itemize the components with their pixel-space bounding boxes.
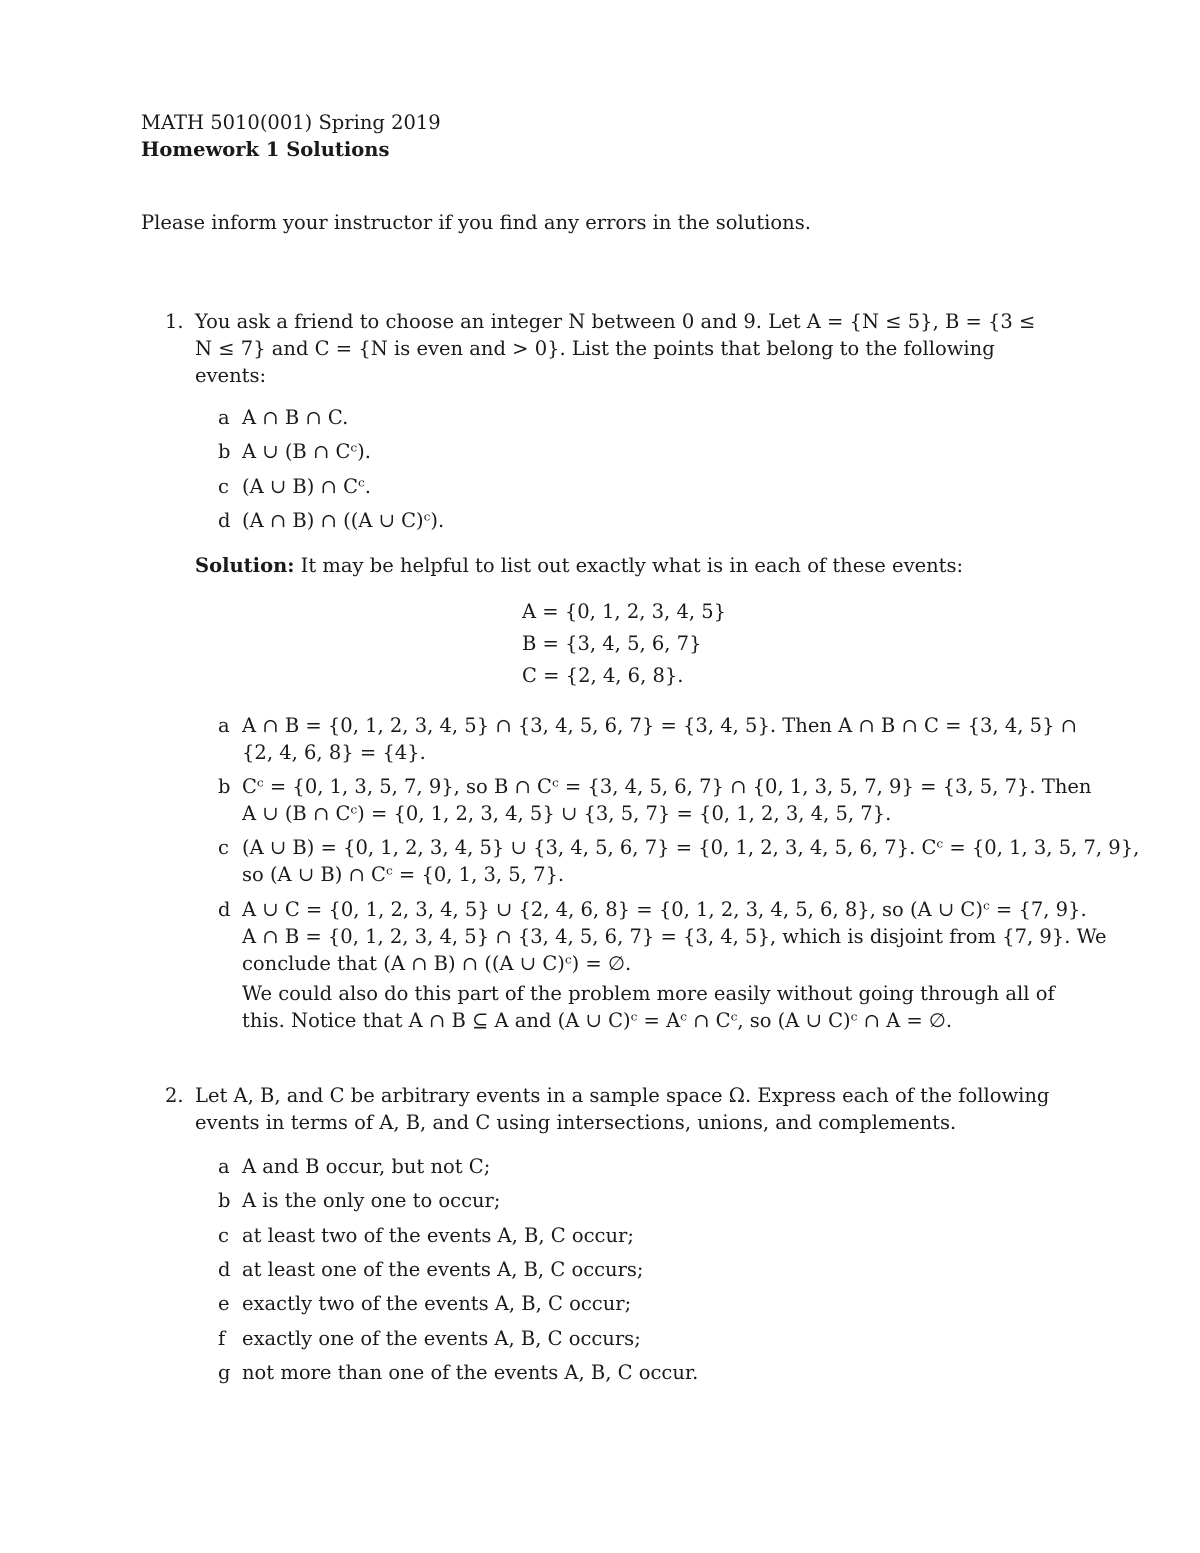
part-label: b xyxy=(218,1189,231,1212)
part-label: f xyxy=(218,1327,226,1350)
part-label: d xyxy=(218,1258,231,1281)
part-label: a xyxy=(218,406,230,429)
errata-note: Please inform your instructor if you find any errors in the solutions. xyxy=(141,211,811,234)
part-text: exactly two of the events A, B, C occur; xyxy=(242,1292,632,1315)
answer-label: a xyxy=(218,714,230,737)
course-header: MATH 5010(001) Spring 2019 xyxy=(141,111,441,134)
set-definition: A = {0, 1, 2, 3, 4, 5} xyxy=(522,600,727,623)
answer-label: b xyxy=(218,775,231,798)
answer-line: A ∪ C = {0, 1, 2, 3, 4, 5} ∪ {2, 4, 6, 8} = {0, 1, 2, 3, 4, 5, 6, 8}, so (A ∪ C)ᶜ = {7, 9}. xyxy=(242,898,1087,921)
problem-2-statement-line: Let A, B, and C be arbitrary events in a sample space Ω. Express each of the following xyxy=(195,1084,1050,1107)
set-definition: C = {2, 4, 6, 8}. xyxy=(522,664,684,687)
solution-intro xyxy=(195,552,963,579)
part-label: e xyxy=(218,1292,230,1315)
solution-intro-text: It may be helpful to list out exactly what is in each of these events: xyxy=(294,554,964,577)
part-text: at least two of the events A, B, C occur; xyxy=(242,1224,634,1247)
answer-label: c xyxy=(218,836,229,859)
part-text: at least one of the events A, B, C occurs; xyxy=(242,1258,644,1281)
answer-line: conclude that (A ∩ B) ∩ ((A ∪ C)ᶜ) = ∅. xyxy=(242,952,632,975)
answer-line: A ∩ B = {0, 1, 2, 3, 4, 5} ∩ {3, 4, 5, 6, 7} = {3, 4, 5}, which is disjoint from {7, 9}. We xyxy=(242,925,1107,948)
set-definition: B = {3, 4, 5, 6, 7} xyxy=(522,632,702,655)
answer-line: this. Notice that A ∩ B ⊆ A and (A ∪ C)ᶜ = Aᶜ ∩ Cᶜ, so (A ∪ C)ᶜ ∩ A = ∅. xyxy=(242,1009,953,1032)
part-text: (A ∩ B) ∩ ((A ∪ C)ᶜ). xyxy=(242,509,445,532)
answer-line: {2, 4, 6, 8} = {4}. xyxy=(242,741,426,764)
part-text: A and B occur, but not C; xyxy=(242,1155,491,1178)
problem-1-statement-line: You ask a friend to choose an integer N between 0 and 9. Let A = {N ≤ 5}, B = {3 ≤ xyxy=(195,310,1036,333)
problem-1-number: 1. xyxy=(165,310,184,333)
part-label: d xyxy=(218,509,231,532)
answer-line: A ∪ (B ∩ Cᶜ) = {0, 1, 2, 3, 4, 5} ∪ {3, 5, 7} = {0, 1, 2, 3, 4, 5, 7}. xyxy=(242,802,892,825)
part-label: g xyxy=(218,1361,231,1384)
answer-label: d xyxy=(218,898,231,921)
solution-label: Solution: xyxy=(195,554,295,577)
problem-1-statement-line: events: xyxy=(195,364,267,387)
document-title: Homework 1 Solutions xyxy=(141,138,390,161)
problem-2-number: 2. xyxy=(165,1084,184,1107)
answer-line: Cᶜ = {0, 1, 3, 5, 7, 9}, so B ∩ Cᶜ = {3, 4, 5, 6, 7} ∩ {0, 1, 3, 5, 7, 9} = {3, 5, 7}. Then xyxy=(242,775,1092,798)
answer-line: A ∩ B = {0, 1, 2, 3, 4, 5} ∩ {3, 4, 5, 6, 7} = {3, 4, 5}. Then A ∩ B ∩ C = {3, 4, 5} ∩ xyxy=(242,714,1078,737)
part-text: exactly one of the events A, B, C occurs; xyxy=(242,1327,641,1350)
part-text: not more than one of the events A, B, C occur. xyxy=(242,1361,699,1384)
part-label: c xyxy=(218,1224,229,1247)
part-text: A ∪ (B ∩ Cᶜ). xyxy=(242,440,371,463)
part-text: A ∩ B ∩ C. xyxy=(242,406,349,429)
answer-line: (A ∪ B) = {0, 1, 2, 3, 4, 5} ∪ {3, 4, 5, 6, 7} = {0, 1, 2, 3, 4, 5, 6, 7}. Cᶜ = {0, 1, 3, 5, 7, 9}, xyxy=(242,836,1140,859)
answer-line: We could also do this part of the problem more easily without going through all of xyxy=(242,982,1055,1005)
problem-2-statement-line: events in terms of A, B, and C using intersections, unions, and complements. xyxy=(195,1111,957,1134)
answer-line: so (A ∪ B) ∩ Cᶜ = {0, 1, 3, 5, 7}. xyxy=(242,863,565,886)
part-text: (A ∪ B) ∩ Cᶜ. xyxy=(242,475,371,498)
problem-1-statement-line: N ≤ 7} and C = {N is even and > 0}. List the points that belong to the following xyxy=(195,337,995,360)
part-label: b xyxy=(218,440,231,463)
part-label: a xyxy=(218,1155,230,1178)
part-label: c xyxy=(218,475,229,498)
part-text: A is the only one to occur; xyxy=(242,1189,501,1212)
